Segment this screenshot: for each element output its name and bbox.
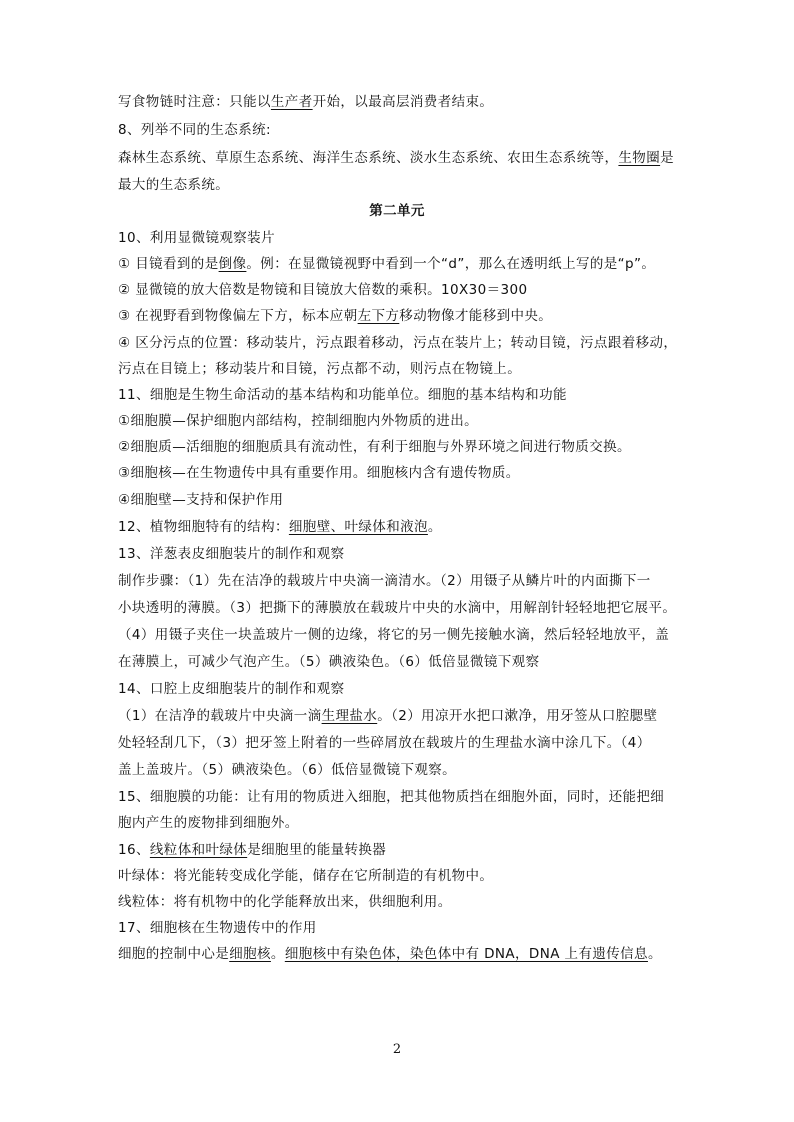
text-line: 小块透明的薄膜。（3）把撕下的薄膜放在载玻片中央的水滴中，用解剖针轻轻地把它展平。 [118, 600, 677, 616]
text-line [118, 944, 683, 964]
unit-heading: 第二单元 [369, 203, 425, 219]
text: 是 [660, 150, 675, 166]
text-line: ①细胞膜—保护细胞内部结构，控制细胞内外物质的进出。 [118, 413, 479, 429]
text: 。 [270, 946, 285, 962]
text-line: 制作步骤：（1）先在洁净的载玻片中央滴一滴清水。（2）用镊子从鳞片叶的内面撕下一 [118, 573, 651, 589]
text-line: 最大的生态系统。 [118, 177, 230, 193]
text-line [118, 306, 683, 326]
section-heading-11: 11、细胞是生物生命活动的基本结构和功能单位。细胞的基本结构和功能 [118, 387, 567, 403]
text-line [118, 517, 683, 537]
text-line: 污点在目镜上；移动装片和目镜，污点都不动，则污点在物镜上。 [118, 361, 522, 377]
section-heading-10: 10、利用显微镜观察装片 [118, 230, 275, 246]
underlined-term: 左下方 [357, 308, 400, 324]
page-number: 2 [392, 1042, 402, 1057]
text: 细胞的控制中心是 [118, 946, 230, 962]
text-line: 线粒体：将有机物中的化学能释放出来，供细胞利用。 [118, 894, 452, 910]
text: （1）在洁净的载玻片中央滴一滴 [118, 708, 322, 724]
section-heading-16 [118, 840, 683, 860]
text-line: 在薄膜上，可减少气泡产生。（5）碘液染色。（6）低倍显微镜下观察 [118, 654, 540, 670]
text-line [118, 148, 683, 168]
section-heading-15: 15、细胞膜的功能：让有用的物质进入细胞，把其他物质挡在细胞外面，同时，还能把细 [118, 789, 665, 805]
text-line [118, 254, 683, 274]
text: 是细胞里的能量转换器 [247, 842, 387, 858]
text-line: ② 显微镜的放大倍数是物镜和目镜放大倍数的乘积。10X30＝300 [118, 282, 528, 298]
text: 12、植物细胞特有的结构： [118, 519, 289, 535]
text-line: 胞内产生的废物排到细胞外。 [118, 815, 299, 831]
text-line: ②细胞质—活细胞的细胞质具有流动性，有利于细胞与外界环境之间进行物质交换。 [118, 439, 631, 455]
text: ① 目镜看到的是 [118, 256, 219, 272]
section-heading-14: 14、口腔上皮细胞装片的制作和观察 [118, 681, 345, 697]
underlined-term: 倒像 [218, 256, 247, 272]
text: 。 [427, 519, 442, 535]
text-line: 盖上盖玻片。（5）碘液染色。（6）低倍显微镜下观察。 [118, 762, 457, 778]
text-line [118, 92, 683, 112]
underlined-term: 细胞壁、叶绿体和液泡 [288, 519, 428, 535]
underlined-term: 生物圈 [618, 150, 661, 166]
text-line: （4）用镊子夹住一块盖玻片一侧的边缘，将它的另一侧先接触水滴，然后轻轻地放平，盖 [118, 627, 670, 643]
text: 。例：在显微镜视野中看到一个“d”，那么在透明纸上写的是“p”。 [246, 256, 656, 272]
underlined-term: 生理盐水 [321, 708, 378, 724]
underlined-term: 生产者 [270, 94, 313, 110]
section-heading-17: 17、细胞核在生物遗传中的作用 [118, 920, 317, 936]
text: 。（2）用凉开水把口漱净，用牙签从口腔腮壁 [377, 708, 658, 724]
text-line: ④细胞壁—支持和保护作用 [118, 492, 284, 508]
section-heading-13: 13、洋葱表皮细胞装片的制作和观察 [118, 546, 345, 562]
text: 移动物像才能移到中央。 [399, 308, 553, 324]
text-line: 处轻轻刮几下，（3）把牙签上附着的一些碎屑放在载玻片的生理盐水滴中涂几下。（4） [118, 735, 651, 751]
text: 森林生态系统、草原生态系统、海洋生态系统、淡水生态系统、农田生态系统等， [118, 150, 619, 166]
underlined-term: 线粒体和叶绿体 [149, 842, 248, 858]
text-line: ④ 区分污点的位置：移动装片，污点跟着移动，污点在装片上；转动目镜，污点跟着移动， [118, 335, 678, 351]
text: 写食物链时注意：只能以 [118, 94, 271, 110]
section-heading-8: 8、列举不同的生态系统: [118, 122, 271, 138]
text: 。 [647, 946, 662, 962]
text-line: ③细胞核—在生物遗传中具有重要作用。细胞核内含有遗传物质。 [118, 465, 520, 481]
underlined-term: 细胞核中有染色体，染色体中有 DNA，DNA 上有遗传信息 [284, 946, 648, 962]
underlined-term: 细胞核 [229, 946, 271, 962]
text-line: 叶绿体：将光能转变成化学能，储存在它所制造的有机物中。 [118, 868, 494, 884]
text: ③ 在视野看到物像偏左下方，标本应朝 [118, 308, 358, 324]
text: 16、 [118, 842, 150, 858]
text: 开始，以最高层消费者结束。 [312, 94, 494, 110]
text-line [118, 706, 683, 726]
